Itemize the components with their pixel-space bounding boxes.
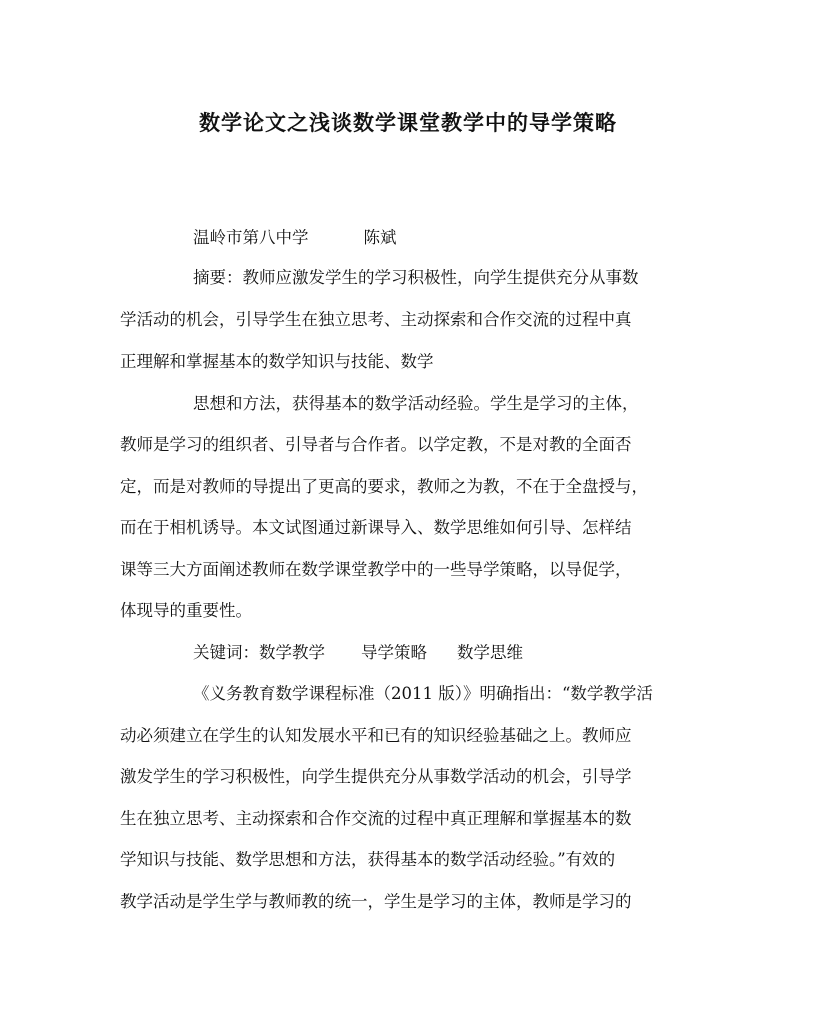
keywords-line bbox=[0, 641, 816, 665]
abstract-line-6: 定，而是对教师的导提出了更高的要求，教师之为教，不在于全盘授与， bbox=[120, 477, 648, 496]
school-name: 温岭市第八中学 bbox=[193, 228, 309, 247]
abstract-line-8: 课等三大方面阐述教师在数学课堂教学中的一些导学策略，以导促学， bbox=[120, 560, 632, 579]
author-line bbox=[0, 226, 816, 250]
body-line-6: 教学活动是学生学与教师教的统一，学生是学习的主体，教师是学习的 bbox=[120, 892, 632, 911]
keyword: 数学思维 bbox=[457, 643, 523, 662]
keywords-label: 关键词： bbox=[193, 643, 259, 662]
abstract-line-4: 思想和方法，获得基本的数学活动经验。学生是学习的主体， bbox=[193, 394, 639, 413]
abstract-line-9: 体现导的重要性。 bbox=[120, 601, 252, 620]
body-line-3: 激发学生的学习积极性，向学生提供充分从事数学活动的机会，引导学 bbox=[120, 767, 632, 786]
abstract-line-1: 摘要：教师应激发学生的学习积极性，向学生提供充分从事数 bbox=[193, 268, 639, 287]
author-name: 陈斌 bbox=[363, 228, 397, 247]
abstract-line-2: 学活动的机会，引导学生在独立思考、主动探索和合作交流的过程中真 bbox=[120, 310, 632, 329]
body-line-1: 《义务教育数学课程标准（2011 版）》明确指出：“数学教学活 bbox=[193, 684, 653, 703]
body-line-2: 动必须建立在学生的认知发展水平和已有的知识经验基础之上。教师应 bbox=[120, 726, 632, 745]
body-line-5: 学知识与技能、数学思想和方法，获得基本的数学活动经验。”有效的 bbox=[120, 850, 616, 869]
abstract-line-3: 正理解和掌握基本的数学知识与技能、数学 bbox=[120, 352, 434, 371]
abstract-line-7: 而在于相机诱导。本文试图通过新课导入、数学思维如何引导、怎样结 bbox=[120, 518, 632, 537]
keyword: 导学策略 bbox=[361, 643, 427, 662]
body-line-4: 生在独立思考、主动探索和合作交流的过程中真正理解和掌握基本的数 bbox=[120, 809, 632, 828]
document-title: 数学论文之浅谈数学课堂教学中的导学策略 bbox=[199, 110, 617, 135]
keyword: 数学教学 bbox=[259, 643, 325, 662]
abstract-line-5: 教师是学习的组织者、引导者与合作者。以学定教，不是对教的全面否 bbox=[120, 435, 632, 454]
